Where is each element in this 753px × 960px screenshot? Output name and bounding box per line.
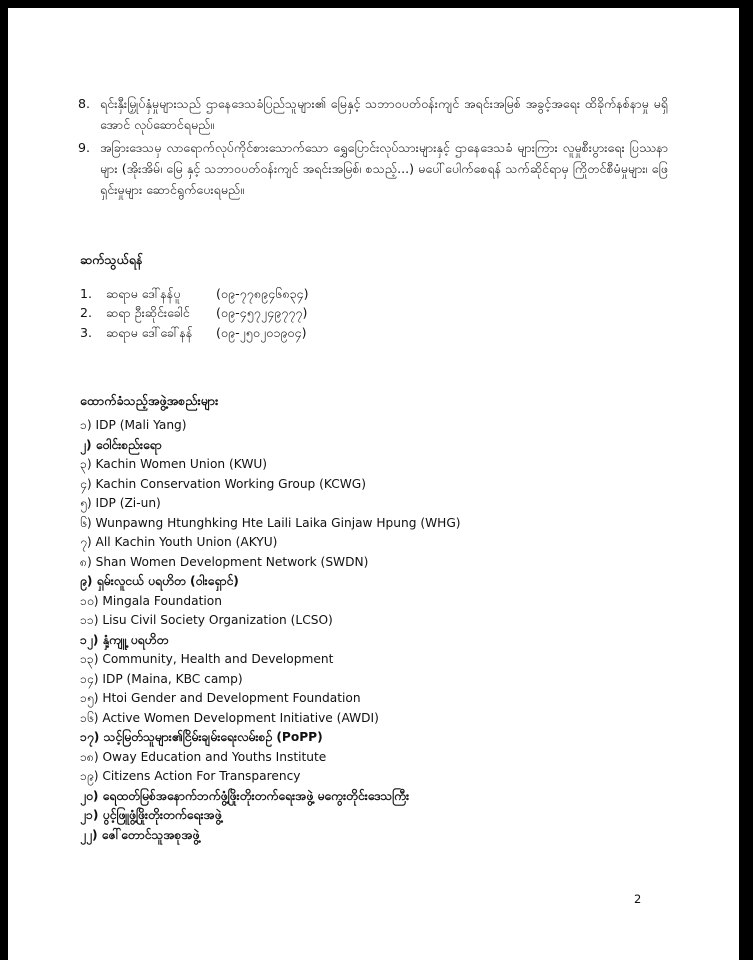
org-row	[80, 455, 461, 475]
org-row	[80, 728, 461, 748]
org-number: ၂၁)	[80, 808, 99, 822]
org-row	[80, 592, 461, 612]
org-name: Htoi Gender and Development Foundation	[102, 691, 361, 705]
org-row	[80, 689, 461, 709]
org-name: ဇေါ်တောင်သူအစုအဖွဲ့	[101, 827, 200, 842]
org-name: ပွင့်ဖြူဖွံ့ဖြိုးတိုးတက်ရေးအဖွဲ့	[102, 808, 222, 822]
org-name: Community, Health and Development	[102, 652, 334, 666]
org-row	[80, 475, 461, 495]
org-number: ၁၇)	[80, 730, 100, 744]
contact-number: 2.	[80, 305, 93, 321]
org-row	[80, 514, 461, 534]
org-number: ၉)	[80, 574, 93, 588]
point-text: ရင်းနှီးမြှုပ်နှံမှုများသည် ဌာနေဒေသခံပြည်သူများ၏ မြေနှင့် သဘာဝပတ်ဝန်းကျင် အရင်းအမြစ် အခွင့်အရေး ထိခိုက်နစ်နာမှု မရှိအောင် လုပ်ဆောင်ရမည်။	[100, 96, 668, 132]
org-row	[80, 670, 461, 690]
org-row	[80, 631, 461, 651]
org-name: Kachin Conservation Working Group (KCWG)	[95, 476, 367, 491]
org-name: IDP (Zi-un)	[95, 496, 161, 510]
org-name: IDP (Mali Yang)	[95, 418, 187, 432]
org-number: ၂၀)	[80, 788, 99, 803]
org-row	[80, 709, 461, 729]
org-number: ၁၄)	[80, 671, 99, 686]
org-name: ရေထတ်မြစ်အနောက်ဘက်ဖွံ့ဖြိုးတိုးတက်ရေးအဖွဲ့ မကွေးတိုင်းဒေသကြီး	[102, 788, 410, 803]
org-number: ၈)	[80, 554, 92, 569]
org-row	[80, 553, 461, 573]
org-name: Mingala Foundation	[102, 593, 222, 608]
orgs-heading: ထောက်ခံသည့်အဖွဲ့အစည်းများ	[80, 393, 219, 408]
org-row	[80, 787, 461, 807]
point-number: 8.	[78, 96, 91, 111]
point-text: အခြားဒေသမှ လာရောက်လုပ်ကိုင်စားသောက်သော ရွှေပြောင်းလုပ်သားများနှင့် ဌာနေဒေသခံ များကြား လူမှုစီးပွားရေး ပြဿနာများ (အိုးအိမ်၊ မြေ နှင့် သဘာဝပတ်ဝန်းကျင် အရင်းအမြစ်၊ စသည့်...) မပေါ်ပေါက်စေရန် သက်ဆိုင်ရာမှ ကြိုတင်စီမံမှုများ၊ ဖြေရှင်းမှုများ ဆောင်ရွက်ပေးရမည်။	[100, 140, 668, 197]
contacts-heading: ဆက်သွယ်ရန်	[80, 252, 143, 267]
org-row	[80, 806, 461, 826]
org-name: Active Women Development Initiative (AWDI)	[102, 710, 379, 725]
org-number: ၁၁)	[80, 613, 99, 627]
org-row	[80, 767, 461, 787]
contact-phone: (၀၉-၂၅၀၂၀၁၉၀၄)	[216, 324, 307, 340]
org-name: ရှမ်းလူငယ် ပရဟိတ (ဝါးရှောင်)	[96, 574, 239, 588]
contact-name: ဆရာ ဦးဆိုင်းခေါင်	[106, 305, 190, 321]
org-number: ၁၀)	[80, 593, 99, 608]
org-number: ၇)	[80, 535, 92, 549]
org-number: ၁)	[80, 418, 92, 432]
org-number: ၄)	[80, 476, 92, 491]
org-name: Lisu Civil Society Organization (LCSO)	[102, 613, 333, 627]
org-number: ၁၃)	[80, 652, 99, 666]
org-name: ဝေါင်းစည်းရော	[95, 437, 162, 452]
page-number: 2	[634, 892, 642, 906]
org-name: Shan Women Development Network (SWDN)	[95, 554, 369, 569]
org-number: ၁၈)	[80, 749, 99, 764]
org-name: Kachin Women Union (KWU)	[95, 457, 268, 471]
org-number: ၅)	[80, 496, 92, 510]
org-row	[80, 650, 461, 670]
contact-row	[80, 303, 309, 322]
contact-name: ဆရာမ ဒေါ်နန်ပူ	[106, 286, 181, 301]
contact-list	[80, 284, 309, 342]
contact-row	[80, 323, 309, 342]
contact-number: 1.	[80, 286, 93, 301]
org-name: Oway Education and Youths Institute	[102, 749, 327, 764]
org-name: နှံ့ကျူ့ ပရဟိတ	[102, 632, 169, 647]
org-name: Citizens Action For Transparency	[102, 769, 301, 783]
org-number: ၃)	[80, 457, 92, 471]
point-number: 9.	[78, 140, 91, 155]
org-number: ၂၂)	[80, 827, 98, 842]
org-number: ၂)	[80, 437, 92, 452]
org-row	[80, 611, 461, 631]
org-row	[80, 416, 461, 436]
org-number: ၁၆)	[80, 710, 99, 725]
contact-phone: (၀၉-၄၅၇၂၄၉၇၇၇)	[216, 305, 308, 321]
org-row	[80, 748, 461, 768]
numbered-point	[78, 137, 668, 200]
contact-phone: (၀၉-၇၇၈၉၄၆၈၃၄)	[216, 286, 309, 301]
org-number: ၁၅)	[80, 691, 99, 705]
org-row	[80, 533, 461, 553]
org-name: Wunpawng Htunghking Hte Laili Laika Ginjaw Hpung (WHG)	[95, 515, 461, 530]
org-number: ၁၂)	[80, 632, 99, 647]
contact-row	[80, 284, 309, 303]
org-row	[80, 436, 461, 456]
contact-number: 3.	[80, 324, 93, 340]
org-row	[80, 572, 461, 592]
contact-name: ဆရာမ ဒေါ်ခေါ်နန်	[106, 324, 193, 340]
numbered-point	[78, 93, 668, 135]
org-number: ၁၉)	[80, 769, 99, 783]
org-list	[80, 416, 461, 845]
org-name: သင့်မြတ်သူများ၏ငြိမ်းချမ်းရေးလမ်းစဉ် (PoPP)	[103, 730, 323, 744]
org-name: All Kachin Youth Union (AKYU)	[95, 535, 278, 549]
org-name: IDP (Maina, KBC camp)	[102, 671, 243, 686]
org-row	[80, 826, 461, 846]
org-row	[80, 494, 461, 514]
org-number: ၆)	[80, 515, 92, 530]
